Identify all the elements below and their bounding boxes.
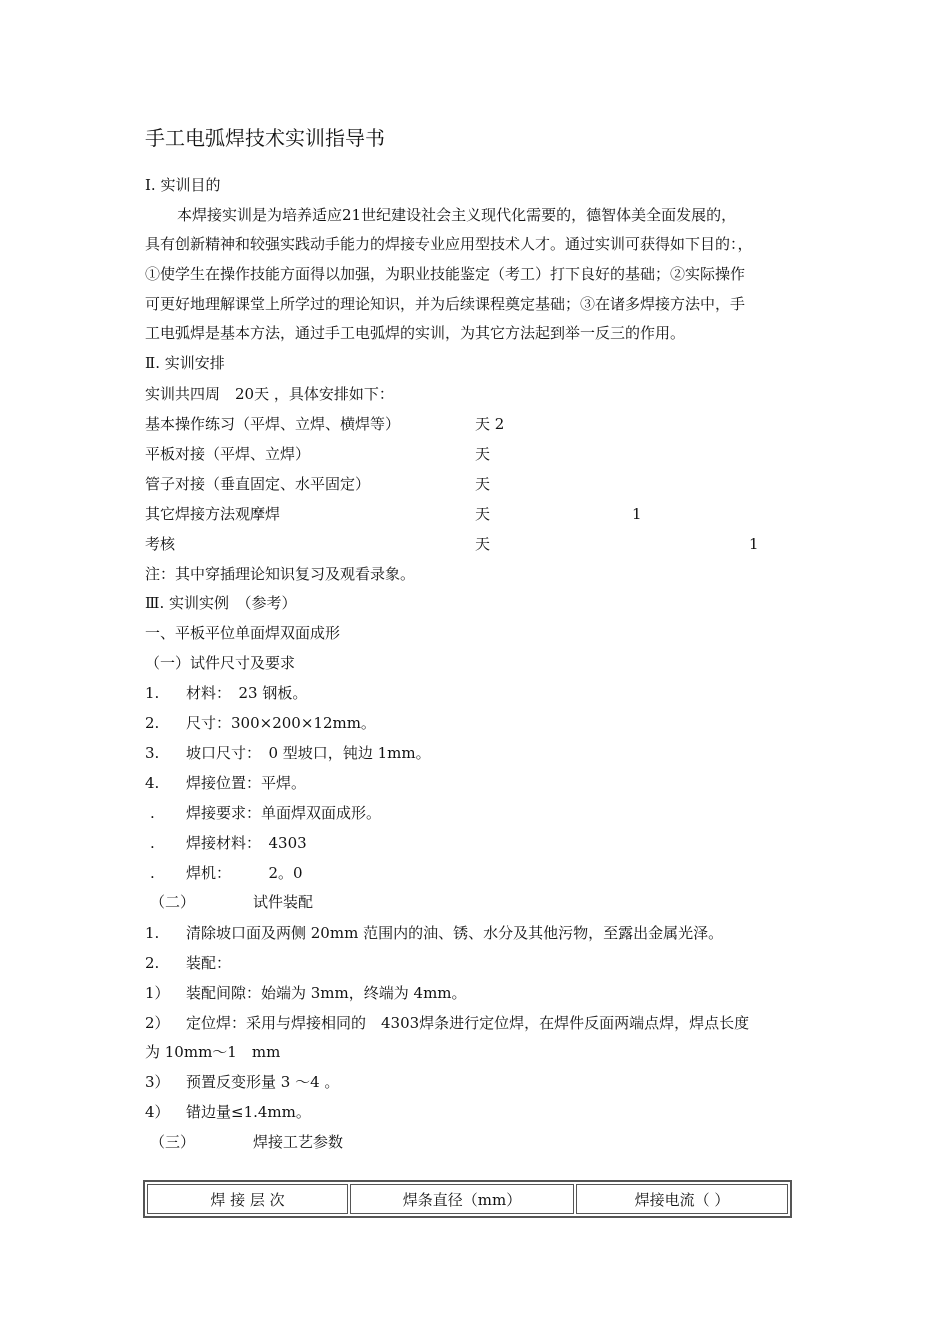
schedule-item: 管子对接（垂直固定、水平固定） [145,475,371,493]
schedule-item: 平板对接（平焊、立焊） [145,445,311,463]
schedule-unit: 天 2 [475,415,505,433]
example-heading: 一、平板平位单面焊双面成形 [145,624,341,642]
list-number: 2. [145,954,160,972]
schedule-note: 注：其中穿插理论知识复习及观看录象。 [145,565,416,583]
part-3-label: （三） [150,1133,196,1151]
list-item: 尺寸：300×200×12mm。 [186,714,376,732]
list-item: 焊机： 2。0 [186,864,303,882]
list-number: 2） [145,1014,170,1032]
list-item: 焊接材料： 4303 [186,834,307,852]
schedule-unit: 天 [475,535,491,553]
schedule-item: 基本操作练习（平焊、立焊、横焊等） [145,415,401,433]
table-header-cell: 焊接电流（ ） [576,1184,788,1214]
paragraph-line: 本焊接实训是为培养适应21世纪建设社会主义现代化需要的，德智体美全面发展的， [177,206,737,224]
part-1-heading: （一）试件尺寸及要求 [145,654,296,672]
list-item: 材料： 23 钢板。 [186,684,308,702]
list-item: 焊接要求：单面焊双面成形。 [186,804,382,822]
table-header-row [147,1184,788,1214]
list-number: 1. [145,924,160,942]
list-number: 2. [145,714,160,732]
schedule-unit: 天 [475,505,491,523]
list-number: 3. [145,744,160,762]
list-number: . [150,864,155,882]
list-number: 3） [145,1073,170,1091]
list-item: 定位焊：采用与焊接相同的 4303焊条进行定位焊，在焊件反面两端点焊，焊点长度 [186,1014,750,1032]
schedule-unit: 天 [475,445,491,463]
schedule-item: 其它焊接方法观摩焊 [145,505,281,523]
schedule-extra: 1 [749,535,759,553]
list-item: 清除坡口面及两侧 20mm 范围内的油、锈、水分及其他污物，至露出金属光泽。 [186,924,724,942]
table-header-cell: 焊条直径（mm） [350,1184,574,1214]
list-item-wrap: 为 10mm～1 mm [145,1043,281,1061]
schedule-intro: 实训共四周 20天 ，具体安排如下： [145,385,394,403]
list-number: 1. [145,684,160,702]
list-item: 错边量≤1.4mm。 [186,1103,311,1121]
schedule-extra: 1 [632,505,642,523]
list-number: 4. [145,774,160,792]
part-3-title: 焊接工艺参数 [253,1133,344,1151]
schedule-item: 考核 [145,535,176,553]
list-item: 预置反变形量 3 ～4 。 [186,1073,340,1091]
paragraph-line: ①使学生在操作技能方面得以加强，为职业技能鉴定（考工）打下良好的基础；②实际操作 [145,265,746,283]
list-number: 4） [145,1103,170,1121]
list-item: 焊接位置：平焊。 [186,774,307,792]
section-1-heading: Ⅰ. 实训目的 [145,176,221,194]
schedule-unit: 天 [475,475,491,493]
list-item: 坡口尺寸： 0 型坡口，钝边 1mm。 [186,744,431,762]
list-item: 装配： [186,954,232,972]
list-number: 1） [145,984,170,1002]
list-number: . [150,804,155,822]
paragraph-line: 可更好地理解课堂上所学过的理论知识，并为后续课程奠定基础；③在诸多焊接方法中，手 [145,295,746,313]
list-item: 装配间隙：始端为 3mm，终端为 4mm。 [186,984,467,1002]
section-2-heading: Ⅱ. 实训安排 [145,354,225,372]
paragraph-line: 具有创新精神和较强实践动手能力的焊接专业应用型技术人才。通过实训可获得如下目的：， [145,235,753,253]
part-2-title: 试件装配 [253,893,314,911]
section-3-heading: Ⅲ. 实训实例 （参考） [145,594,297,612]
list-number: . [150,834,155,852]
part-2-label: （二） [150,893,196,911]
paragraph-line: 工电弧焊是基本方法，通过手工电弧焊的实训，为其它方法起到举一反三的作用。 [145,324,686,342]
document-title: 手工电弧焊技术实训指导书 [145,126,385,150]
welding-parameters-table [143,1180,792,1218]
table-header-cell: 焊 接 层 次 [147,1184,348,1214]
